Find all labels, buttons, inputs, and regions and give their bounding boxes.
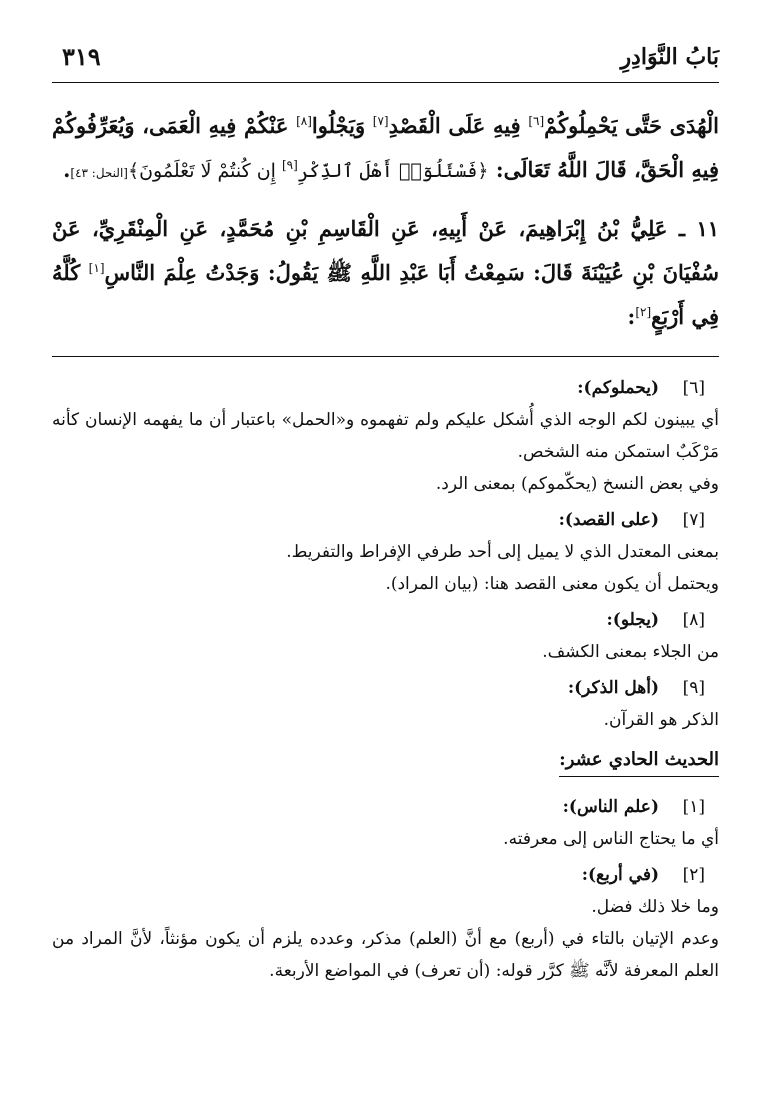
footnote-ref-9[interactable]: [٩] — [281, 158, 298, 172]
footnote-2 — [52, 859, 719, 987]
footnote-term: (في أربع): — [581, 865, 659, 885]
footnote-ref-2[interactable]: [٢] — [635, 305, 652, 319]
footnote-term: (يحملوكم): — [577, 378, 659, 398]
footnote-number: [٩] — [682, 678, 705, 698]
section-heading: الحديث الحادي عشر: — [559, 744, 719, 777]
footnote-line: أي يبينون لكم الوجه الذي أُشكل عليكم ولم تفهموه و«الحمل» باعتبار أن ما يفهمه الإنسان كأنه مَرْكَبٌ استمكن منه الشخص. — [52, 410, 719, 462]
footnote-6 — [52, 372, 719, 500]
footnote-term: (يجلو): — [606, 610, 659, 630]
hadith-paragraph-2 — [52, 207, 719, 339]
footnote-9 — [52, 672, 719, 736]
page-number: ٣١٩ — [62, 42, 101, 71]
footnote-term: (علم الناس): — [562, 797, 659, 817]
text-segment: وَيَجْلُوا — [311, 113, 373, 138]
text-segment: : — [627, 304, 636, 329]
footnotes-section — [52, 372, 719, 991]
footnote-ref-1[interactable]: [١] — [88, 261, 105, 275]
hadith-paragraph-1 — [52, 104, 719, 195]
footnote-term: (أهل الذكر): — [567, 678, 659, 698]
footnote-line: الذكر هو القرآن. — [603, 710, 719, 730]
quran-verse-part-1: ﴿فَسْئَلُوٓا۟ أَهْلَ ٱلذِّكْرِ — [297, 160, 489, 182]
footnote-line: بمعنى المعتدل الذي لا يميل إلى أحد طرفي الإفراط والتفريط. — [286, 542, 719, 562]
text-segment: ١١ ـ عَلِيُّ بْنُ إِبْرَاهِيمَ، عَنْ أَبِيهِ، عَنِ الْقَاسِمِ بْنِ مُحَمَّدٍ، عَنِ الْمِنْقَرِيِّ، عَنْ سُفْيَانَ بْنِ عُيَيْنَةَ قَالَ: سَمِعْتُ أَبَا عَبْدِ اللَّهِ ﷺ يَقُولُ: وَجَدْتُ عِلْمَ النَّاسِ — [52, 216, 719, 285]
footnote-term: (على القصد): — [558, 510, 659, 530]
footnote-line: أي ما يحتاج الناس إلى معرفته. — [503, 829, 719, 849]
footnote-number: [٧] — [682, 510, 705, 530]
footnote-number: [٢] — [682, 865, 705, 885]
running-header — [52, 42, 719, 83]
text-segment: كُلَّهُ فِي أَرْبَعٍ — [52, 260, 719, 329]
footnote-ref-8[interactable]: [٨] — [296, 114, 312, 128]
quran-verse-part-2: إِن كُنتُمْ لَا تَعْلَمُونَ﴾ — [127, 160, 282, 182]
footnote-ref-7[interactable]: [٧] — [372, 114, 389, 128]
footnote-line: وما خلا ذلك فضل. — [591, 897, 719, 917]
footnote-divider — [52, 356, 719, 357]
book-page — [52, 0, 719, 1117]
footnote-ref-6[interactable]: [٦] — [528, 114, 545, 128]
text-segment: عَنْكُمْ فِيهِ الْعَمَى، وَيُعَرِّفُوكُمْ فِيهِ الْحَقَّ، قَالَ اللَّهُ تَعَالَى: — [52, 113, 719, 182]
text-segment: . — [63, 157, 71, 182]
footnote-line: وعدم الإتيان بالتاء في (أربع) مع أنَّ (العلم) مذكر، وعدده يلزم أن يكون مؤنثاً، لأنَّ المراد من العلم المعرفة لأنَّه ﷺ كرَّر قوله: (أن تعرف) في المواضع الأربعة. — [52, 929, 719, 981]
quran-citation: [النحل: ٤٣] — [70, 166, 128, 180]
footnote-line: وفي بعض النسخ (يحكّموكم) بمعنى الرد. — [435, 474, 719, 494]
footnote-number: [١] — [682, 797, 705, 817]
footnote-7 — [52, 504, 719, 600]
footnote-line: من الجلاء بمعنى الكشف. — [542, 642, 719, 662]
footnote-line: ويحتمل أن يكون معنى القصد هنا: (بيان المراد). — [385, 574, 719, 594]
footnote-number: [٨] — [682, 610, 705, 630]
hadith-text — [52, 104, 719, 351]
footnote-number: [٦] — [682, 378, 705, 398]
footnote-1 — [52, 791, 719, 855]
text-segment: الْهُدَى حَتَّى يَحْمِلُوكُمْ — [544, 113, 719, 138]
chapter-title: بَابُ النَّوَادِرِ — [620, 44, 719, 70]
text-segment: فِيهِ عَلَى الْقَصْدِ — [388, 113, 529, 138]
footnote-8 — [52, 604, 719, 668]
